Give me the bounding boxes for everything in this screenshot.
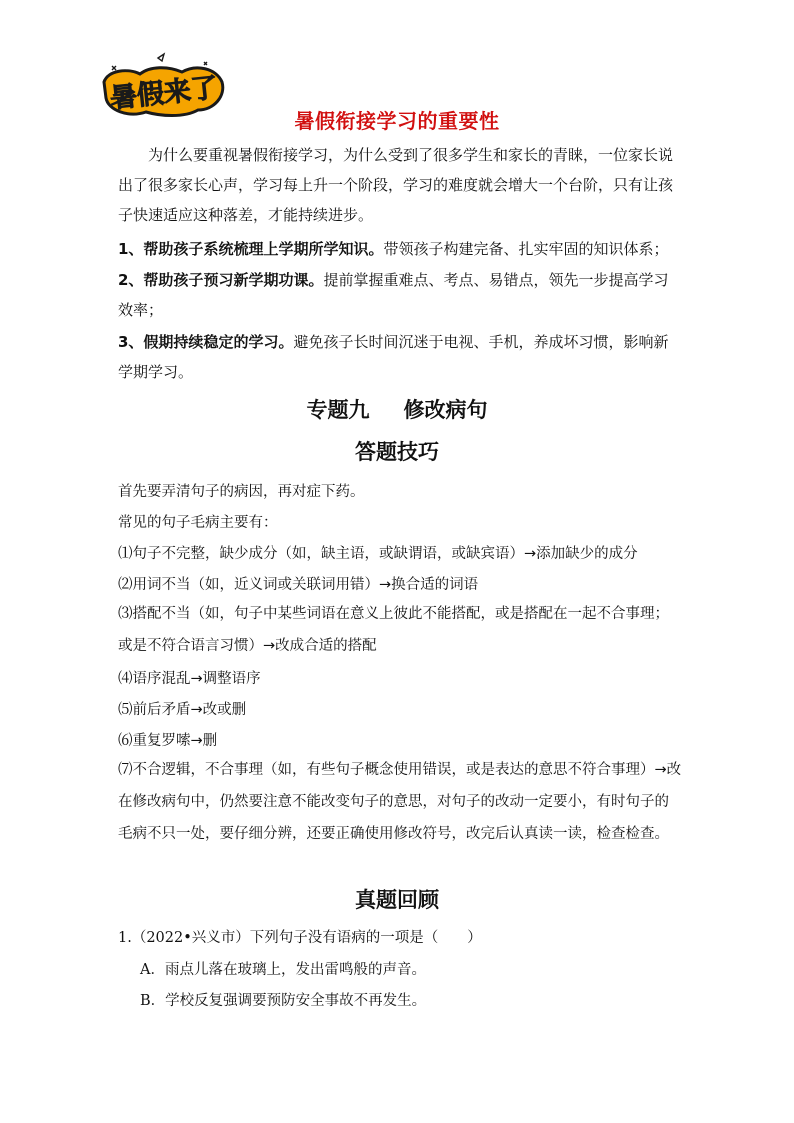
skills-line: ⑷语序混乱→调整语序 bbox=[118, 671, 261, 687]
point-text: 避免孩子长时间沉迷于电视、手机，养成坏习惯，影响新学期学习。 bbox=[118, 333, 669, 381]
skills-line: ⑶搭配不当（如，句子中某些词语在意义上彼此不能搭配，或是搭配在一起不合事理；或是不符合语言习惯）→改成合适的搭配 bbox=[118, 606, 669, 654]
skills-line: 首先要弄清句子的病因，再对症下药。 bbox=[118, 484, 365, 500]
intro-point-1 bbox=[118, 234, 680, 264]
intro-paragraph: 为什么要重视暑假衔接学习，为什么受到了很多学生和家长的青睐，一位家长说出了很多家长心声，学习每上升一个阶段，学习的难度就会增大一个台阶，只有让孩子快速适应这种落差，才能持续进步。 bbox=[118, 146, 674, 224]
option-b: B．学校反复强调要预防安全事故不再发生。 bbox=[140, 993, 427, 1009]
intro-point-3 bbox=[118, 327, 680, 387]
review-heading: 真题回顾 bbox=[355, 888, 439, 912]
skills-heading: 答题技巧 bbox=[355, 440, 439, 464]
topic-heading bbox=[0, 394, 794, 424]
skills-line: 常见的句子毛病主要有： bbox=[118, 515, 278, 531]
intro-point-2 bbox=[118, 265, 680, 325]
skills-line: ⑹重复罗嗦→删 bbox=[118, 733, 218, 749]
option-a: A．雨点儿落在玻璃上，发出雷鸣般的声音。 bbox=[140, 962, 426, 978]
question-1: 1.（2022•兴义市）下列句子没有语病的一项是（ ） bbox=[118, 930, 482, 946]
point-lead: 2、帮助孩子预习新学期功课。 bbox=[118, 271, 324, 289]
skills-line: ⑵用词不当（如，近义词或关联词用错）→换合适的词语 bbox=[118, 577, 479, 593]
badge-text: 暑假来了 bbox=[108, 72, 220, 115]
skills-line: ⑴句子不完整，缺少成分（如，缺主语，或缺谓语，或缺宾语）→添加缺少的成分 bbox=[118, 546, 638, 562]
point-lead: 1、帮助孩子系统梳理上学期所学知识。 bbox=[118, 240, 384, 258]
point-lead: 3、假期持续稳定的学习。 bbox=[118, 333, 294, 351]
topic-number: 专题九 bbox=[306, 398, 370, 422]
skills-line: ⑸前后矛盾→改或删 bbox=[118, 702, 247, 718]
topic-name: 修改病句 bbox=[403, 398, 488, 422]
skills-line: ⑺不合逻辑，不合事理（如，有些句子概念使用错误，或是表达的意思不符合事理）→改在修改病句中，仍然要注意不能改变句子的意思，对句子的改动一定要小，有时句子的毛病不只一处，要仔细分辨，还要正确使用修改符号，改完后认真读一读，检查检查。 bbox=[118, 762, 682, 842]
intro-title: 暑假衔接学习的重要性 bbox=[294, 109, 500, 133]
point-text: 带领孩子构建完备、扎实牢固的知识体系； bbox=[383, 240, 669, 258]
point-text: 提前掌握重难点、考点、易错点，领先一步提高学习效率； bbox=[118, 271, 669, 319]
